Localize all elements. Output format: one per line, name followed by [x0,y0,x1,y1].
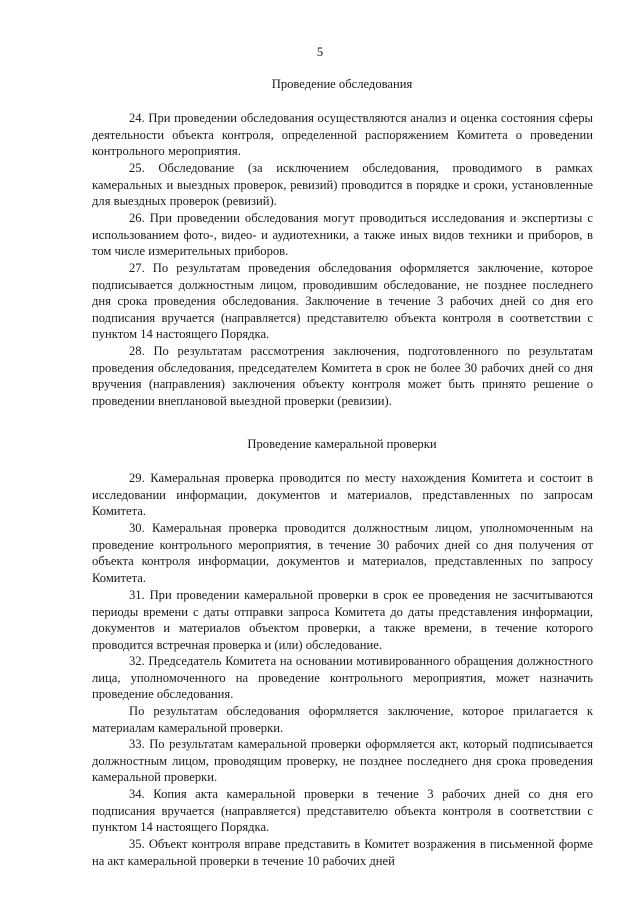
section-heading-inspection: Проведение обследования [271,77,413,91]
section-heading-desk-audit: Проведение камеральной проверки [247,437,437,451]
paragraph-31: 31. При проведении камеральной проверки в срок ее проведения не засчитываются периоды времени с даты отправки запроса Комитета до даты представления информации, документов и материалов объектом проверки, а также времени, в течение которого проводится встречная проверка и (или) обследование. [92,588,593,652]
paragraph-35: 35. Объект контроля вправе представить в Комитет возражения в письменной форме на акт камеральной проверки в течение 10 рабочих дней [92,837,593,868]
paragraph-29: 29. Камеральная проверка проводится по месту нахождения Комитета и состоит в исследовании информации, документов и материалов, представленных по запросам Комитета. [92,471,593,519]
paragraph-34: 34. Копия акта камеральной проверки в течение 3 рабочих дней со дня его подписания вручается (направляется) представителю объекта контроля в соответствии с пунктом 14 настоящего Порядка. [92,787,593,835]
paragraph-30: 30. Камеральная проверка проводится должностным лицом, уполномоченным на проведение контрольного мероприятия, в течение 30 рабочих дней со дня получения от объекта контроля информации, документов и материалов, представленных по запросу Комитета. [92,521,593,585]
paragraph-26: 26. При проведении обследования могут проводиться исследования и экспертизы с использованием фото-, видео- и аудиотехники, а также иных видов техники и приборов, в том числе измерительных приборов. [92,211,593,259]
paragraph-24: 24. При проведении обследования осуществляются анализ и оценка состояния сферы деятельности объекта контроля, определенной распоряжением Комитета о проведении контрольного мероприятия. [92,111,593,159]
paragraph-25: 25. Обследование (за исключением обследования, проводимого в рамках камеральных и выездных проверок, ревизий) проводится в порядке и сроки, установленные для выездных проверок (ревизий). [92,161,593,209]
paragraph-32: 32. Председатель Комитета на основании мотивированного обращения должностного лица, уполномоченного на проведение контрольного мероприятия, может назначить проведение обследования. [92,654,593,702]
paragraph-28: 28. По результатам рассмотрения заключения, подготовленного по результатам проведения обследования, председателем Комитета в срок не более 30 рабочих дней со дня вручения (направления) заключения объекту контроля может быть принято решение о проведении внеплановой выездной проверки (ревизии). [92,344,593,408]
paragraph-27: 27. По результатам проведения обследования оформляется заключение, которое подписывается должностным лицом, проводившим обследование, не позднее последнего дня срока проведения обследования. Заключение в течение 3 рабочих дней со дня его подписания вручается (направляется) представителю объекта контроля в соответствии с пунктом 14 настоящего Порядка. [92,261,593,342]
page-number: 5 [316,45,324,59]
paragraph-inspection-conclusion: По результатам обследования оформляется заключение, которое прилагается к материалам камеральной проверки. [92,704,593,735]
paragraph-33: 33. По результатам камеральной проверки оформляется акт, который подписывается должностным лицом, проводящим проверку, не позднее последнего дня срока проведения камеральной проверки. [92,737,593,785]
